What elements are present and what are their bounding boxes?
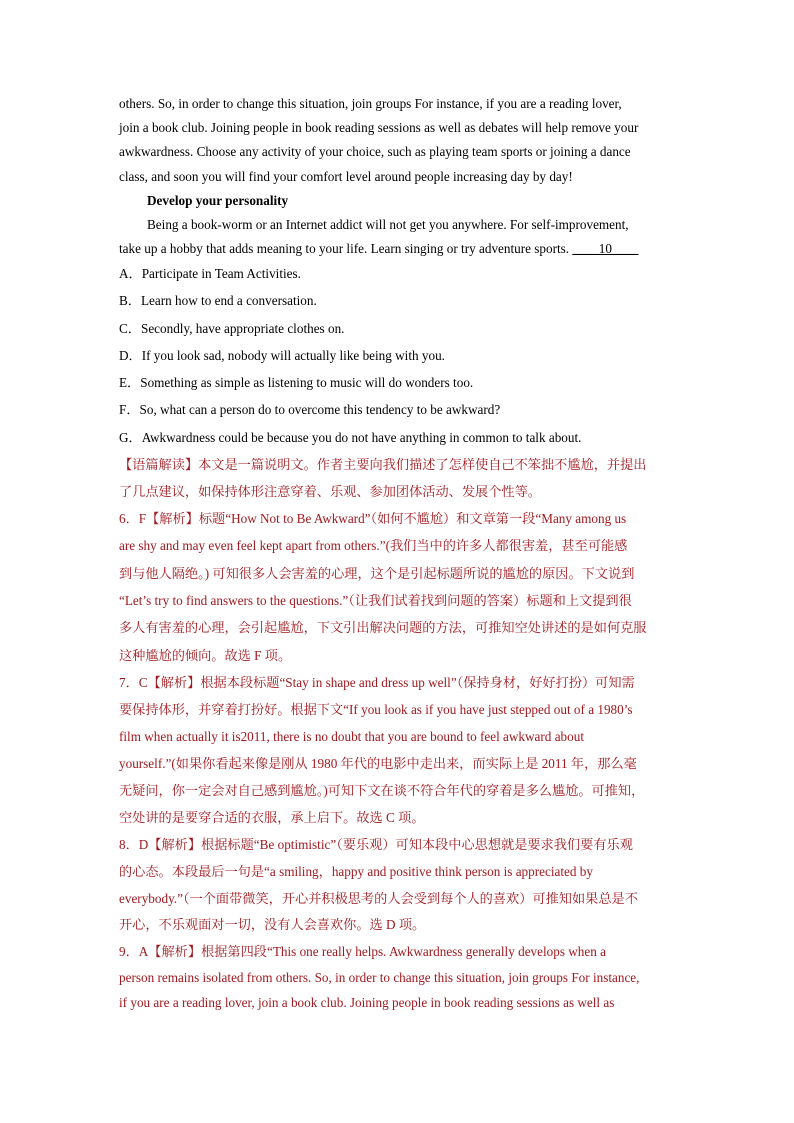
option-a: A．Participate in Team Activities. bbox=[119, 266, 301, 281]
analysis-line: 要保持体形，并穿着打扮好。根据下文“If you look as if you have just stepped out of a 1980’s bbox=[119, 702, 633, 717]
passage-line: class, and soon you will find your comfort level around people increasing day by day! bbox=[119, 169, 573, 184]
analysis-line: 空处讲的是要穿合适的衣服，承上启下。故选 C 项。 bbox=[119, 810, 425, 825]
analysis-line: 8．D【解析】根据标题“Be optimistic”（要乐观）可知本段中心思想就是要求我们要有乐观 bbox=[119, 837, 633, 852]
analysis-line: 【语篇解读】本文是一篇说明文。作者主要向我们描述了怎样使自己不笨拙不尴尬，并提出 bbox=[119, 457, 647, 472]
option-f: F．So, what can a person do to overcome this tendency to be awkward? bbox=[119, 402, 501, 417]
analysis-line: if you are a reading lover, join a book club. Joining people in book reading sessions as well as bbox=[119, 995, 615, 1010]
answer-blank: ____10____ bbox=[572, 241, 639, 256]
analysis-line: 6．F【解析】标题“How Not to Be Awkward”（如何不尴尬）和文章第一段“Many among us bbox=[119, 511, 627, 526]
analysis-line: “Let’s try to find answers to the questions.”（让我们试着找到问题的答案）标题和上文提到很 bbox=[119, 593, 632, 608]
analysis-line: 的心态。本段最后一句是“a smiling，happy and positive think person is appreciated by bbox=[119, 864, 593, 879]
analysis-line: 到与他人隔绝。) 可知很多人会害羞的心理，这个是引起标题所说的尴尬的原因。下文说到 bbox=[119, 566, 635, 581]
option-e: E．Something as simple as listening to music will do wonders too. bbox=[119, 375, 474, 390]
passage-line bbox=[119, 240, 638, 258]
passage-line: join a book club. Joining people in book reading sessions as well as debates will help remove your bbox=[119, 120, 639, 135]
analysis-line: 7．C【解析】根据本段标题“Stay in shape and dress up well”（保持身材，好好打扮）可知需 bbox=[119, 675, 635, 690]
analysis-line: everybody.”（一个面带微笑，开心并积极思考的人会受到每个人的喜欢）可推知如果总是不 bbox=[119, 891, 638, 906]
analysis-line: 了几点建议，如保持体形注意穿着、乐观、参加团体活动、发展个性等。 bbox=[119, 484, 541, 499]
analysis-line: 开心，不乐观面对一切，没有人会喜欢你。选 D 项。 bbox=[119, 917, 426, 932]
analysis-line: 9．A【解析】根据第四段“This one really helps. Awkwardness generally develops when a bbox=[119, 944, 606, 959]
option-g: G．Awkwardness could be because you do not have anything in common to talk about. bbox=[119, 430, 582, 445]
analysis-line: yourself.”(如果你看起来像是刚从 1980 年代的电影中走出来，而实际上是 2011 年，那么毫 bbox=[119, 756, 637, 771]
analysis-line: 无疑问，你一定会对自己感到尴尬。)可知下文在谈不符合年代的穿着是多么尴尬。可推知， bbox=[119, 783, 645, 798]
passage-line: others. So, in order to change this situation, join groups For instance, if you are a reading lover, bbox=[119, 96, 622, 111]
passage-text: take up a hobby that adds meaning to your life. Learn singing or try adventure sports. bbox=[119, 241, 570, 256]
option-d: D．If you look sad, nobody will actually like being with you. bbox=[119, 348, 445, 363]
analysis-line: 多人有害羞的心理，会引起尴尬，下文引出解决问题的方法，可推知空处讲述的是如何克服 bbox=[119, 620, 647, 635]
analysis-line: 这种尴尬的倾向。故选 F 项。 bbox=[119, 648, 292, 663]
analysis-line: are shy and may even feel kept apart from others.”(我们当中的许多人都很害羞，甚至可能感 bbox=[119, 538, 628, 553]
section-heading: Develop your personality bbox=[147, 193, 289, 208]
passage-line: awkwardness. Choose any activity of your choice, such as playing team sports or joining a dance bbox=[119, 144, 631, 159]
option-c: C．Secondly, have appropriate clothes on. bbox=[119, 321, 345, 336]
analysis-line: person remains isolated from others. So, in order to change this situation, join groups For instance, bbox=[119, 970, 640, 985]
analysis-line: film when actually it is2011, there is no doubt that you are bound to feel awkward about bbox=[119, 729, 584, 744]
passage-line: Being a book-worm or an Internet addict will not get you anywhere. For self-improvement, bbox=[147, 217, 629, 232]
option-b: B．Learn how to end a conversation. bbox=[119, 293, 317, 308]
